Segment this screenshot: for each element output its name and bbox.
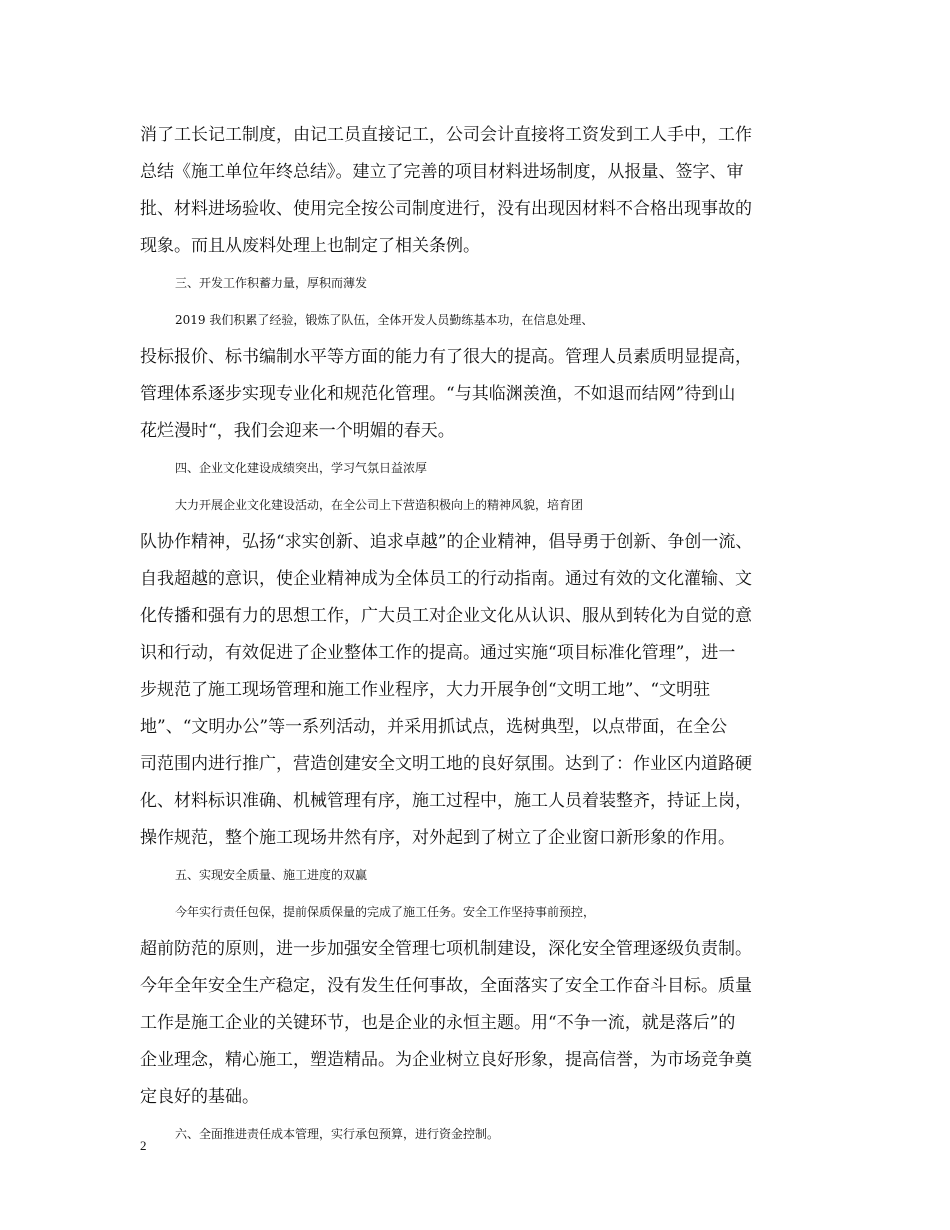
- paragraph-first-line: 2019 我们积累了经验，锻炼了队伍，全体开发人员勤练基本功，在信息处理、: [175, 313, 594, 327]
- document-body: [140, 117, 820, 1153]
- text-line: 步规范了施工现场管理和施工作业程序，大力开展争创“文明工地”、“文明驻: [140, 680, 711, 700]
- text-line: 司范围内进行推广，营造创建安全文明工地的良好氛围。达到了：作业区内道路硬: [140, 754, 752, 774]
- text-line: 花烂漫时“，我们会迎来一个明媚的春天。: [140, 421, 455, 441]
- text-line: 地”、“文明办公”等一系列活动，并采用抓试点，选树典型，以点带面，在全公: [140, 717, 728, 737]
- text-line: 现象。而且从废料处理上也制定了相关条例。: [140, 236, 480, 256]
- text-line: 投标报价、标书编制水平等方面的能力有了很大的提高。管理人员素质明显提高，: [140, 347, 752, 367]
- text-line: 总结《施工单位年终总结》。建立了完善的项目材料进场制度，从报量、签字、审: [140, 162, 744, 182]
- text-line: 企业理念，精心施工，塑造精品。为企业树立良好形象，提高信誉，为市场竞争奠: [140, 1050, 752, 1070]
- text-line: 定良好的基础。: [140, 1087, 259, 1107]
- paragraph-first-line: 四、企业文化建设成绩突出，学习气氛日益浓厚: [175, 461, 428, 475]
- paragraph-first-line: 今年实行责任包保，提前保质保量的完成了施工任务。安全工作坚持事前预控，: [175, 905, 596, 919]
- text-line: 管理体系逐步实现专业化和规范化管理。“与其临渊羡渔，不如退而结网”待到山: [140, 384, 736, 404]
- text-line: 消了工长记工制度，由记工员直接记工，公司会计直接将工资发到工人手中，工作: [140, 125, 752, 145]
- paragraph-first-line: 大力开展企业文化建设活动，在全公司上下营造积极向上的精神风貌，培育团: [175, 498, 584, 512]
- text-line: 批、材料进场验收、使用完全按公司制度进行，没有出现因材料不合格出现事故的: [140, 199, 752, 219]
- text-line: 化传播和强有力的思想工作，广大员工对企业文化从认识、服从到转化为自觉的意: [140, 606, 752, 626]
- text-line: 化、材料标识准确、机械管理有序，施工过程中，施工人员着装整齐，持证上岗，: [140, 791, 752, 811]
- text-line: 超前防范的原则，进一步加强安全管理七项机制建设，深化安全管理逐级负责制。: [140, 939, 752, 959]
- text-line: 识和行动，有效促进了企业整体工作的提高。通过实施“项目标准化管理”，进一: [140, 643, 736, 663]
- page-number: 2: [140, 1138, 147, 1153]
- paragraph-first-line: 三、开发工作积蓄力量，厚积而薄发: [175, 276, 368, 290]
- paragraph-first-line: 六、全面推进责任成本管理，实行承包预算，进行资金控制。: [175, 1127, 500, 1141]
- text-line: 操作规范，整个施工现场井然有序，对外起到了树立了企业窗口新形象的作用。: [140, 828, 735, 848]
- text-line: 工作是施工企业的关键环节，也是企业的永恒主题。用“不争一流，就是落后”的: [140, 1013, 736, 1033]
- text-line: 队协作精神，弘扬“求实创新、追求卓越”的企业精神，倡导勇于创新、争创一流、: [140, 532, 753, 552]
- text-line: 今年全年安全生产稳定，没有发生任何事故，全面落实了安全工作奋斗目标。质量: [140, 976, 752, 996]
- paragraph-first-line: 五、实现安全质量、施工进度的双赢: [175, 868, 368, 882]
- text-line: 自我超越的意识，使企业精神成为全体员工的行动指南。通过有效的文化灌输、文: [140, 569, 752, 589]
